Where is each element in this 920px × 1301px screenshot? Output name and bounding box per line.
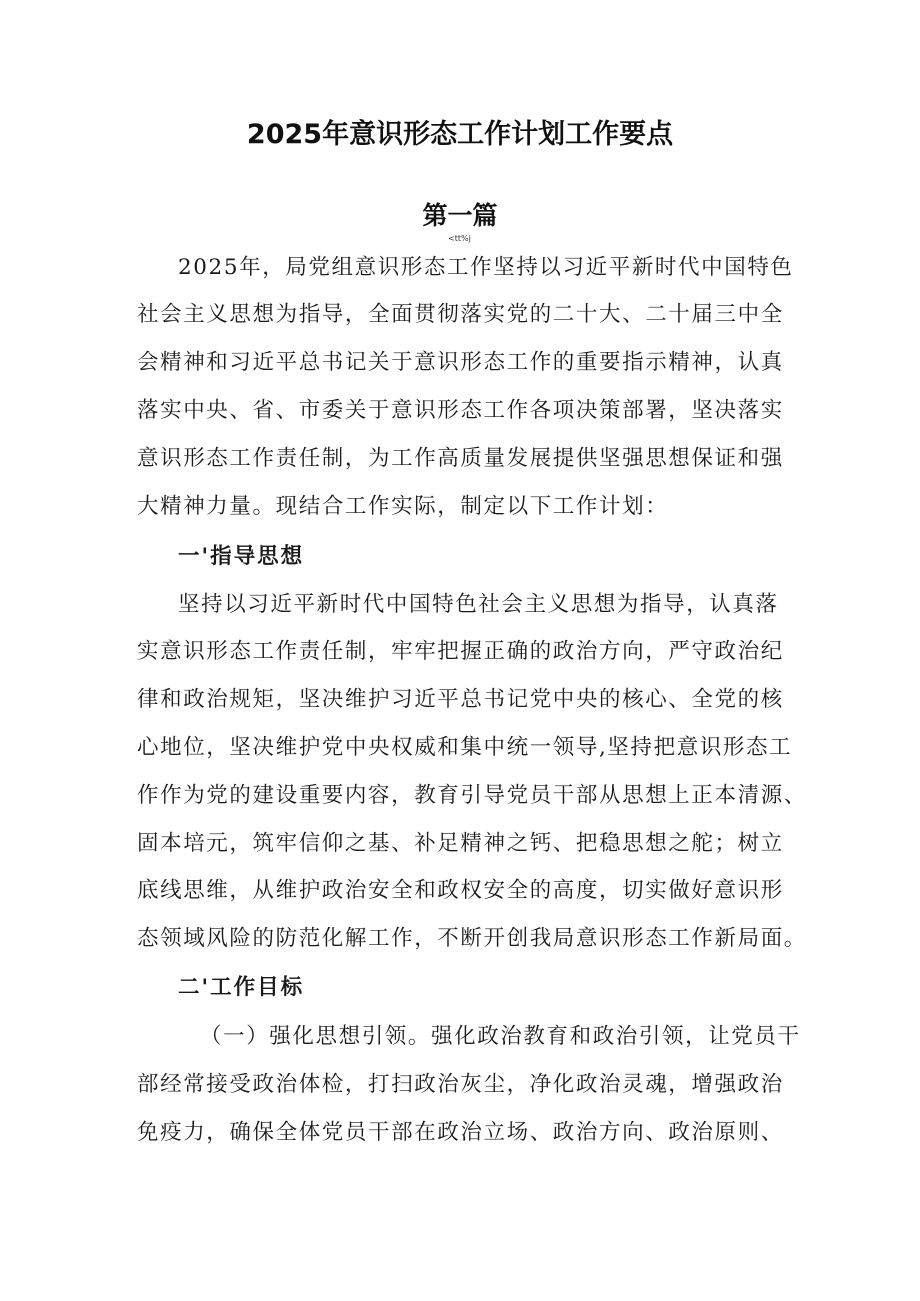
paragraph-line: 底线思维，从维护政治安全和政权安全的高度，切实做好意识形 <box>137 878 784 903</box>
paragraph-line: 大精神力量。现结合工作实际，制定以下工作计划： <box>137 494 669 519</box>
paragraph-line: （一）强化思想引领。强化政治教育和政治引领，让党员干 <box>200 1024 801 1049</box>
section-heading-guiding-thought: 一'指导思想 <box>178 544 305 569</box>
paragraph-line: 态领域风险的防范化解工作，不断开创我局意识形态工作新局面。 <box>137 926 807 951</box>
paragraph-line: 固本培元，筑牢信仰之基、补足精神之钙、把稳思想之舵；树立 <box>137 831 784 856</box>
paragraph-line: 心地位，坚决维护党中央权威和集中统一领导,坚持把意识形态工 <box>137 735 793 760</box>
paragraph-line: 部经常接受政治体检，打扫政治灰尘，净化政治灵魂，增强政治 <box>137 1072 784 1097</box>
paragraph-line: 律和政治规矩，坚决维护习近平总书记党中央的核心、全党的核 <box>137 687 784 712</box>
paragraph-line: 意识形态工作责任制，为工作高质量发展提供坚强思想保证和强 <box>137 446 784 471</box>
section-heading-work-goals: 二'工作目标 <box>178 975 305 1000</box>
paragraph-line: 会精神和习近平总书记关于意识形态工作的重要指示精神，认真 <box>137 350 784 375</box>
paragraph-line: 作作为党的建设重要内容，教育引导党员干部从思想上正本清源、 <box>137 783 807 808</box>
paragraph-line: 免疫力，确保全体党员干部在政治立场、政治方向、政治原则、 <box>137 1120 784 1145</box>
paragraph-line: 落实中央、省、市委关于意识形态工作各项决策部署，坚决落实 <box>137 398 784 423</box>
paragraph-line: 社会主义思想为指导，全面贯彻落实党的二十大、二十届三中全 <box>137 302 784 327</box>
scan-artifact-text: <tt%j <box>448 234 471 243</box>
paragraph-line: 2025年，局党组意识形态工作坚持以习近平新时代中国特色 <box>178 255 794 280</box>
paragraph-line: 实意识形态工作责任制，牢牢把握正确的政治方向，严守政治纪 <box>137 639 784 664</box>
document-title: 2025年意识形态工作计划工作要点 <box>246 119 674 150</box>
paragraph-line: 坚持以习近平新时代中国特色社会主义思想为指导，认真落 <box>178 592 779 617</box>
section-title: 第一篇 <box>422 201 498 230</box>
